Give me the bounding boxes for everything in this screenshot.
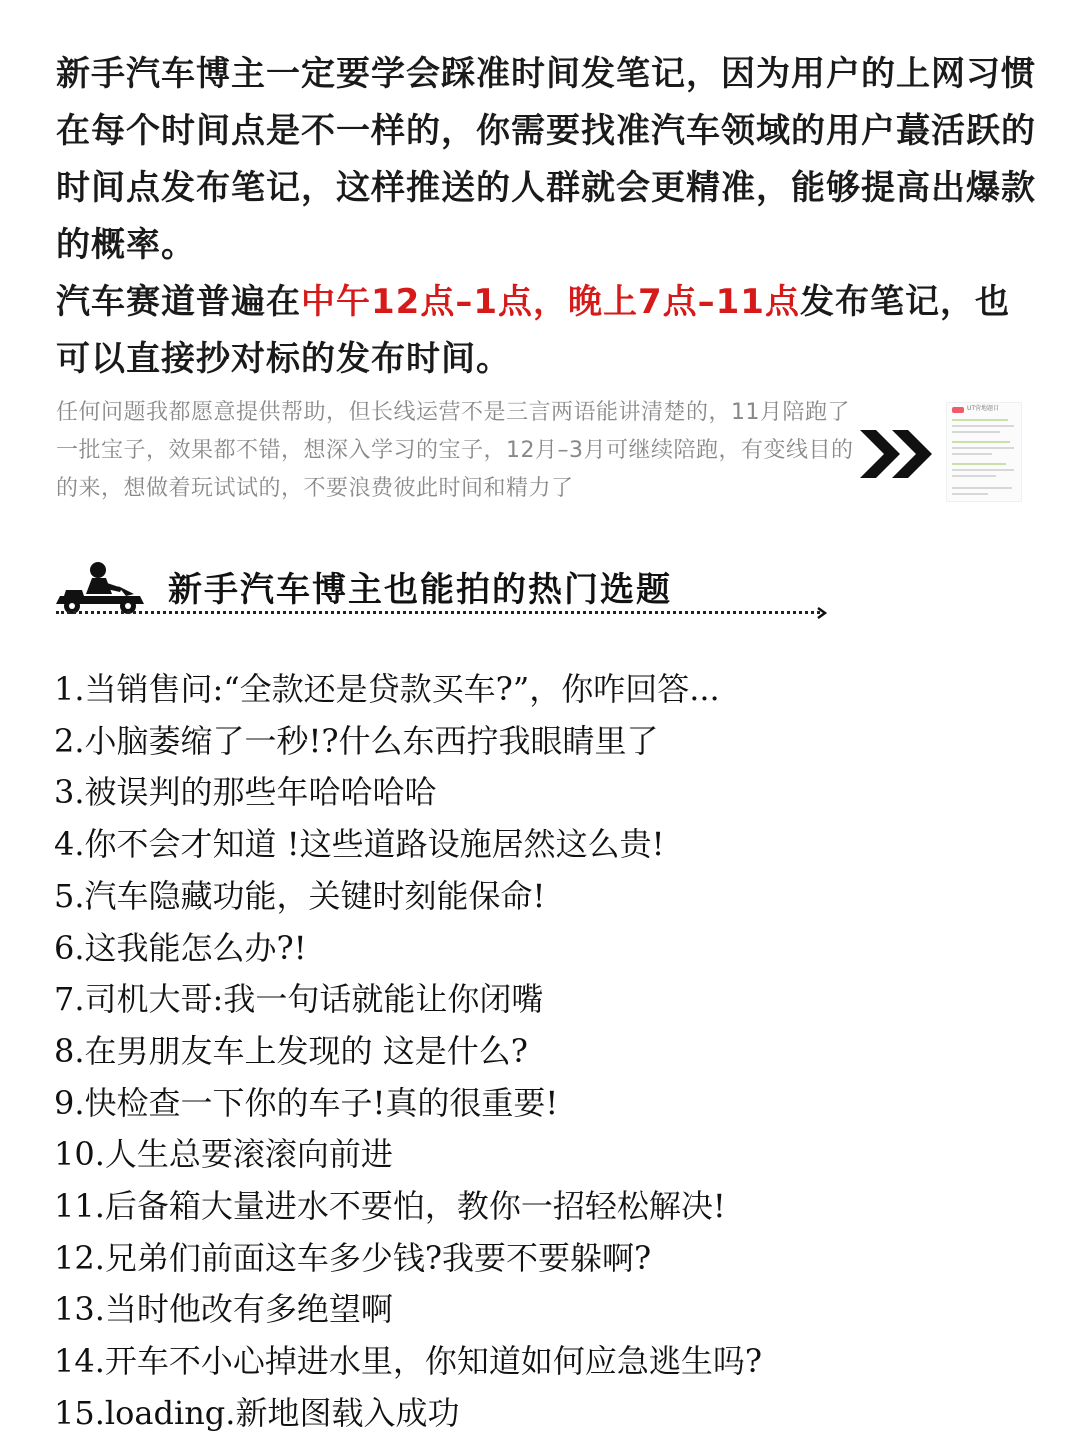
topic-item: 2.小脑萎缩了一秒!?什么东西拧我眼睛里了 [54,721,659,760]
topic-item: 5.汽车隐藏功能，关键时刻能保命! [54,876,546,915]
topic-item: 4.你不会才知道 !这些道路设施居然这么贵! [54,825,665,864]
topic-list [54,664,1044,1440]
topic-item: 11.后备箱大量进水不要怕，教你一招轻松解决! [54,1187,726,1226]
promo-thumbnail[interactable] [946,402,1022,502]
section-title: 新手汽车博主也能拍的热门选题 [168,570,672,610]
intro-paragraph-2 [56,274,1036,388]
topic-item: 12.兄弟们前面这车多少钱?我要不要躲啊? [54,1238,652,1277]
intro-text [56,46,1036,388]
double-chevron-right-icon [858,428,938,480]
intro-paragraph-1: 新手汽车博主一定要学会踩准时间发笔记，因为用户的上网习惯在每个时间点是不一样的，你需要找准汽车领域的用户蕞活跃的时间点发布笔记，这样推送的人群就会更精准，能够提高出爆款的概率。 [56,54,1036,265]
intro-p2-after: 发布笔记，也可以直接抄对标的发布时间。 [56,282,1010,379]
topic-item: 7.司机大哥:我一句话就能让你闭嘴 [54,980,544,1019]
dotted-divider [56,611,820,614]
topic-item: 8.在男朋友车上发现的 这是什么? [54,1031,528,1070]
promo-text: 任何问题我都愿意提供帮助，但长线运营不是三言两语能讲清楚的，11月陪跑了一批宝子，效果都不错，想深入学习的宝子，12月–3月可继续陪跑，有变线目的的来，想做着玩试试的，不要浪费彼此时间和精力了 [56,400,854,501]
thumbnail-logo-icon [952,407,964,413]
thumbnail-title: UT营地题目 [967,405,1000,412]
topic-item: 9.快检查一下你的车子!真的很重要! [54,1083,559,1122]
topic-item: 10.人生总要滚滚向前进 [54,1135,393,1174]
topic-item: 3.被误判的那些年哈哈哈哈 [54,773,437,812]
topic-item: 6.这我能怎么办?! [54,928,307,967]
topic-item: 1.当销售问:“全款还是贷款买车?”，你咋回答... [54,670,720,708]
topic-item: 14.开车不小心掉进水里，你知道如何应急逃生吗? [54,1342,763,1381]
topic-item: 15.loading.新地图载入成功 [54,1393,460,1432]
go-kart-icon [56,560,148,616]
intro-time-highlight: 中午12点–1点，晚上7点–11点 [301,282,800,322]
section-header [56,556,836,622]
topic-item: 13.当时他改有多绝望啊 [54,1290,393,1329]
arrow-right-icon [816,605,828,619]
intro-p2-before: 汽车赛道普遍在 [56,282,301,322]
